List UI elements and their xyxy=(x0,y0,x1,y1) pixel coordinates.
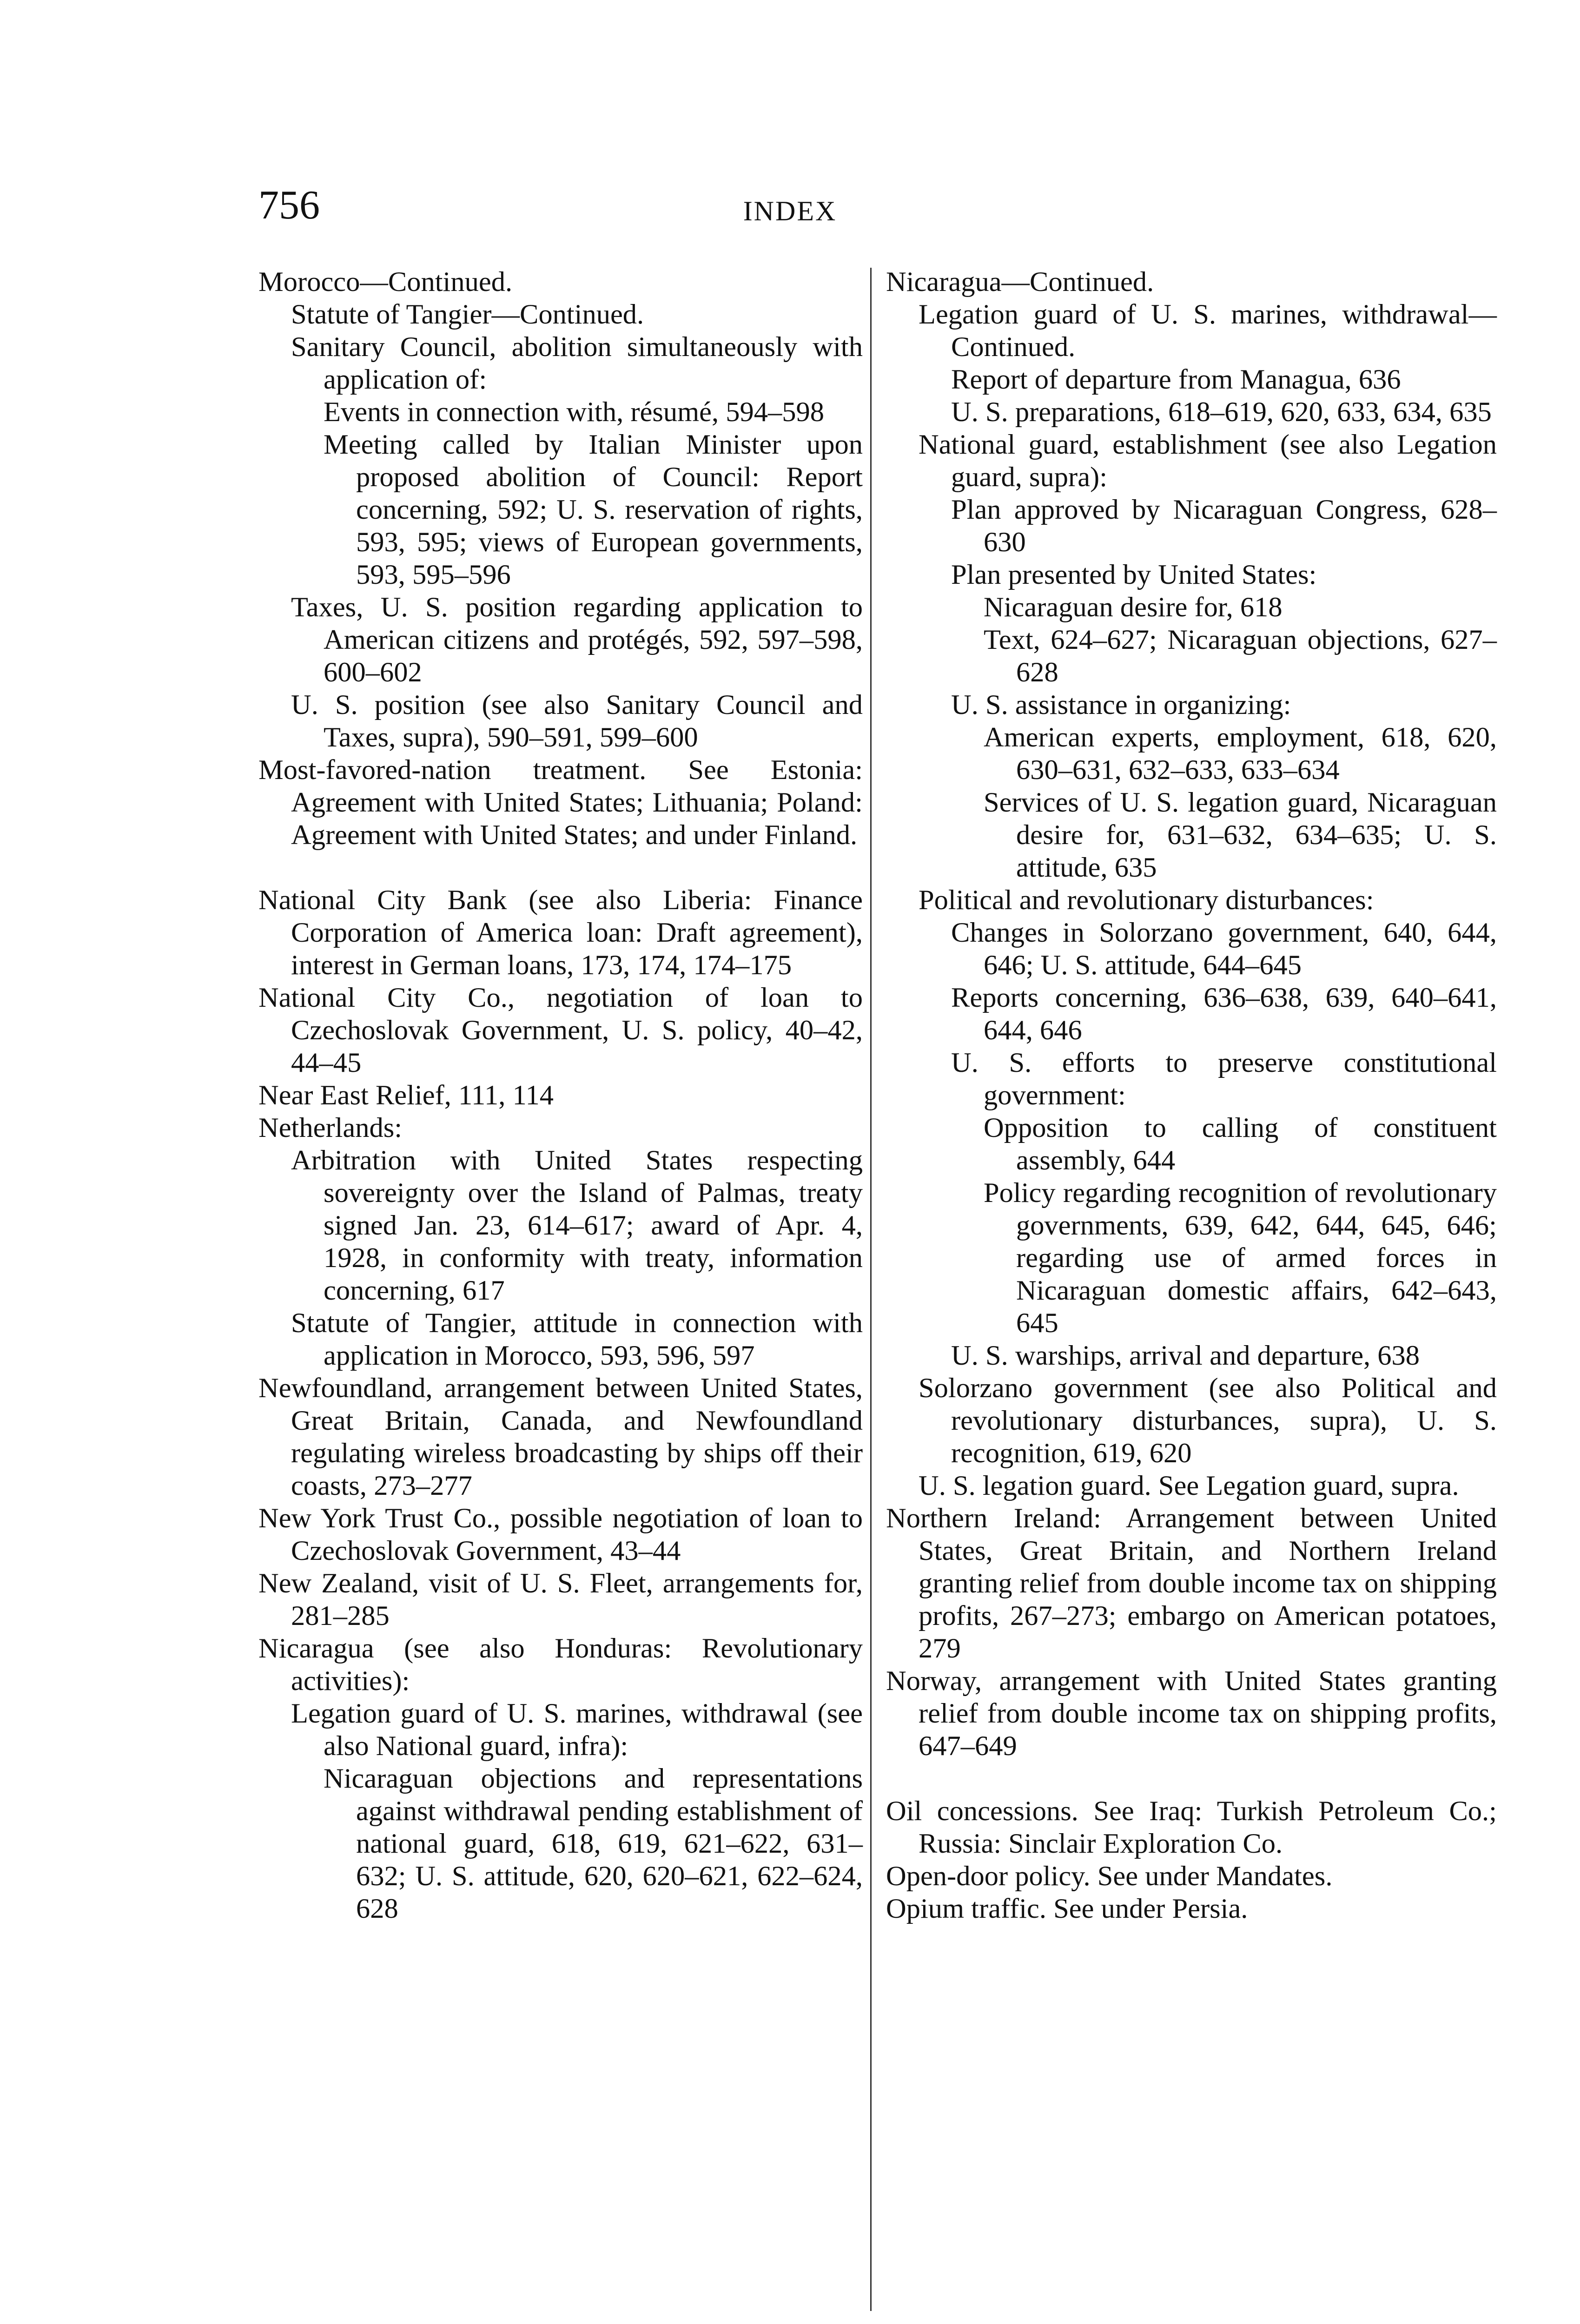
index-subentry: U. S. preparations, 618–619, 620, 633, 634, 635 xyxy=(951,396,1492,428)
index-entry: Netherlands: xyxy=(258,1112,403,1143)
index-entry: National City Bank (see also Liberia: Finance Corporation of America loan: Draft agreement), interest in German loans, 173, 174, 174–175 xyxy=(258,885,863,981)
index-subentry: Plan approved by Nicaraguan Congress, 628–630 xyxy=(951,494,1497,558)
index-subentry: Report of departure from Managua, 636 xyxy=(951,364,1401,395)
index-subentry: U. S. position (see also Sanitary Council and Taxes, supra), 590–591, 599–600 xyxy=(291,689,863,753)
right-column xyxy=(886,266,1497,1925)
index-entry: Newfoundland, arrangement between United States, Great Britain, Canada, and Newfoundland regulating wireless broadcasting by ships off their coasts, 273–277 xyxy=(258,1373,863,1501)
index-subentry: National guard, establishment (see also Legation guard, supra): xyxy=(919,429,1497,493)
page-number: 756 xyxy=(258,183,320,228)
index-subentry: Policy regarding recognition of revolutionary governments, 639, 642, 644, 645, 646; regarding use of armed forces in Nicaraguan domestic affairs, 642–643, 645 xyxy=(984,1177,1497,1339)
running-title: INDEX xyxy=(743,196,837,226)
index-subentry: Statute of Tangier, attitude in connection with application in Morocco, 593, 596, 597 xyxy=(291,1307,863,1371)
index-entry: Opium traffic. See under Persia. xyxy=(886,1893,1248,1924)
index-subentry: U. S. efforts to preserve constitutional government: xyxy=(951,1047,1497,1111)
index-subentry: U. S. assistance in organizing: xyxy=(951,689,1291,720)
index-subentry: Statute of Tangier—Continued. xyxy=(291,299,644,330)
entry-spacer xyxy=(886,1763,1497,1795)
index-subentry: Legation guard of U. S. marines, withdrawal—Continued. xyxy=(919,299,1497,363)
entry-spacer xyxy=(258,852,863,884)
index-subentry: Meeting called by Italian Minister upon proposed abolition of Council: Report concerning, 592; U. S. reservation of rights, 593, 595; views of European governments, 593, 595–596 xyxy=(324,429,863,590)
index-entry: Norway, arrangement with United States granting relief from double income tax on shipping profits, 647–649 xyxy=(886,1665,1497,1762)
index-entry: Most-favored-nation treatment. See Estonia: Agreement with United States; Lithuania; Poland: Agreement with United States; and under Finland. xyxy=(258,754,863,851)
index-subentry: Nicaraguan objections and representations against withdrawal pending establishment of national guard, 618, 619, 621–622, 631–632; U. S. attitude, 620, 620–621, 622–624, 628 xyxy=(324,1763,863,1924)
index-subentry: Legation guard of U. S. marines, withdrawal (see also National guard, infra): xyxy=(291,1698,863,1762)
index-subentry: Reports concerning, 636–638, 639, 640–641, 644, 646 xyxy=(951,982,1497,1046)
index-subentry: Political and revolutionary disturbances: xyxy=(919,885,1374,916)
index-entry: New York Trust Co., possible negotiation of loan to Czechoslovak Government, 43–44 xyxy=(258,1503,863,1566)
index-entry: Oil concessions. See Iraq: Turkish Petroleum Co.; Russia: Sinclair Exploration Co. xyxy=(886,1796,1497,1859)
index-subentry: Nicaraguan desire for, 618 xyxy=(984,592,1283,623)
index-subentry: Plan presented by United States: xyxy=(951,559,1317,590)
index-subentry: Services of U. S. legation guard, Nicaraguan desire for, 631–632, 634–635; U. S. attitude, 635 xyxy=(984,787,1497,883)
index-subentry: American experts, employment, 618, 620, 630–631, 632–633, 633–634 xyxy=(984,722,1497,786)
index-subentry: Opposition to calling of constituent assembly, 644 xyxy=(984,1112,1497,1176)
index-subentry: Changes in Solorzano government, 640, 644, 646; U. S. attitude, 644–645 xyxy=(951,917,1497,981)
index-subentry: Events in connection with, résumé, 594–598 xyxy=(324,396,825,428)
index-subentry: Solorzano government (see also Political and revolutionary disturbances, supra), U. S. recognition, 619, 620 xyxy=(919,1373,1497,1469)
index-entry: National City Co., negotiation of loan to Czechoslovak Government, U. S. policy, 40–42, 44–45 xyxy=(258,982,863,1078)
index-subentry: U. S. warships, arrival and departure, 638 xyxy=(951,1340,1420,1371)
index-subentry: Arbitration with United States respecting sovereignty over the Island of Palmas, treaty signed Jan. 23, 614–617; award of Apr. 4, 1928, in conformity with treaty, information concerning, 617 xyxy=(291,1145,863,1306)
index-entry: Morocco—Continued. xyxy=(258,266,513,297)
index-entry: Nicaragua—Continued. xyxy=(886,266,1154,297)
index-subentry: Text, 624–627; Nicaraguan objections, 627–628 xyxy=(984,624,1497,688)
index-entry: Open-door policy. See under Mandates. xyxy=(886,1861,1333,1892)
index-subentry: U. S. legation guard. See Legation guard, supra. xyxy=(919,1470,1459,1501)
index-entry: Near East Relief, 111, 114 xyxy=(258,1080,554,1111)
index-entry: Northern Ireland: Arrangement between United States, Great Britain, and Northern Ireland granting relief from double income tax on shipping profits, 267–273; embargo on American potatoes, 279 xyxy=(886,1503,1497,1664)
page-header xyxy=(0,182,1580,229)
left-column xyxy=(258,266,863,1925)
index-entry: New Zealand, visit of U. S. Fleet, arrangements for, 281–285 xyxy=(258,1568,863,1631)
index-subentry: Sanitary Council, abolition simultaneously with application of: xyxy=(291,331,863,395)
index-subentry: Taxes, U. S. position regarding application to American citizens and protégés, 592, 597–598, 600–602 xyxy=(291,592,863,688)
index-entry: Nicaragua (see also Honduras: Revolutionary activities): xyxy=(258,1633,863,1697)
column-divider xyxy=(870,268,872,2311)
